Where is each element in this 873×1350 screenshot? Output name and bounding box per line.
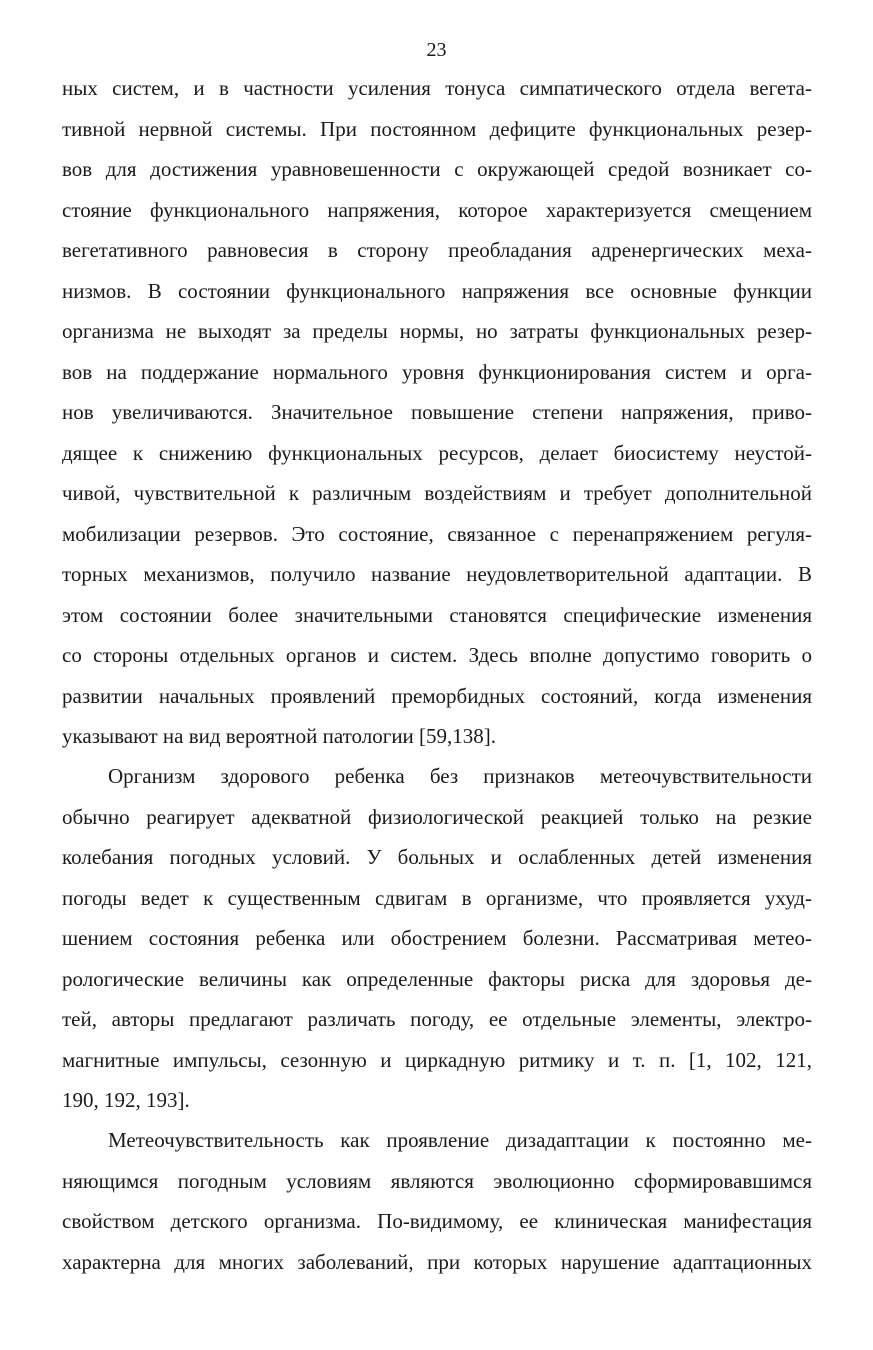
- text-line: тей, авторы предлагают различать погоду, ее отдельные элементы, электро-: [62, 1007, 812, 1031]
- text-line: развитии начальных проявлений преморбидных состояний, когда изменения: [62, 683, 812, 708]
- text-line: колебания погодных условий. У больных и ослабленных детей изменения: [62, 845, 812, 869]
- text-line: характерна для многих заболеваний, при которых нарушение адаптационных: [62, 1249, 812, 1274]
- text-line: организма не выходят за пределы нормы, но затраты функциональных резер-: [62, 319, 812, 343]
- text-line: мобилизации резервов. Это состояние, связанное с перенапряжением регуля-: [62, 521, 812, 546]
- paragraph-3: [62, 1120, 812, 1282]
- text-line: погоды ведет к существенным сдвигам в организме, что проявляется ухуд-: [62, 885, 812, 910]
- text-line: указывают на вид вероятной патологии [59,138].: [62, 724, 497, 748]
- text-line: нов увеличиваются. Значительное повышение степени напряжения, приво-: [62, 400, 812, 424]
- text-line: дящее к снижению функциональных ресурсов, делает биосистему неустой-: [62, 440, 812, 465]
- text-line: Организм здорового ребенка без признаков метеочувствительности: [108, 764, 812, 788]
- text-line: ных систем, и в частности усиления тонуса симпатического отдела вегета-: [62, 76, 812, 100]
- paragraph-1: [62, 68, 812, 757]
- text-line: 190, 192, 193].: [62, 1088, 190, 1112]
- text-line: этом состоянии более значительными становятся специфические изменения: [62, 602, 812, 627]
- text-line: вегетативного равновесия в сторону преобладания адренергических меха-: [62, 238, 812, 262]
- text-line: стояние функционального напряжения, которое характеризуется смещением: [62, 197, 812, 222]
- text-line: вов на поддержание нормального уровня функционирования систем и орга-: [62, 359, 812, 384]
- text-line: тивной нервной системы. При постоянном дефиците функциональных резер-: [62, 116, 812, 141]
- text-line: со стороны отдельных органов и систем. Здесь вполне допустимо говорить о: [62, 643, 812, 667]
- paragraph-2: [62, 756, 812, 1121]
- text-line: шением состояния ребенка или обострением болезни. Рассматривая метео-: [62, 926, 812, 950]
- text-line: чивой, чувствительной к различным воздействиям и требует дополнительной: [62, 481, 812, 505]
- page-number: 23: [426, 39, 447, 61]
- text-line: Метеочувствительность как проявление дизадаптации к постоянно ме-: [108, 1128, 812, 1152]
- text-line: торных механизмов, получило название неудовлетворительной адаптации. В: [62, 562, 812, 586]
- text-line: свойством детского организма. По-видимому, ее клиническая манифестация: [62, 1209, 812, 1233]
- text-line: няющимся погодным условиям являются эволюционно сформировавшимся: [62, 1168, 812, 1193]
- text-line: рологические величины как определенные факторы риска для здоровья де-: [62, 966, 812, 991]
- text-line: вов для достижения уравновешенности с окружающей средой возникает со-: [62, 157, 812, 181]
- text-line: магнитные импульсы, сезонную и циркадную ритмику и т. п. [1, 102, 121,: [62, 1047, 812, 1072]
- text-line: обычно реагирует адекватной физиологической реакцией только на резкие: [62, 804, 812, 829]
- text-line: низмов. В состоянии функционального напряжения все основные функции: [62, 278, 812, 303]
